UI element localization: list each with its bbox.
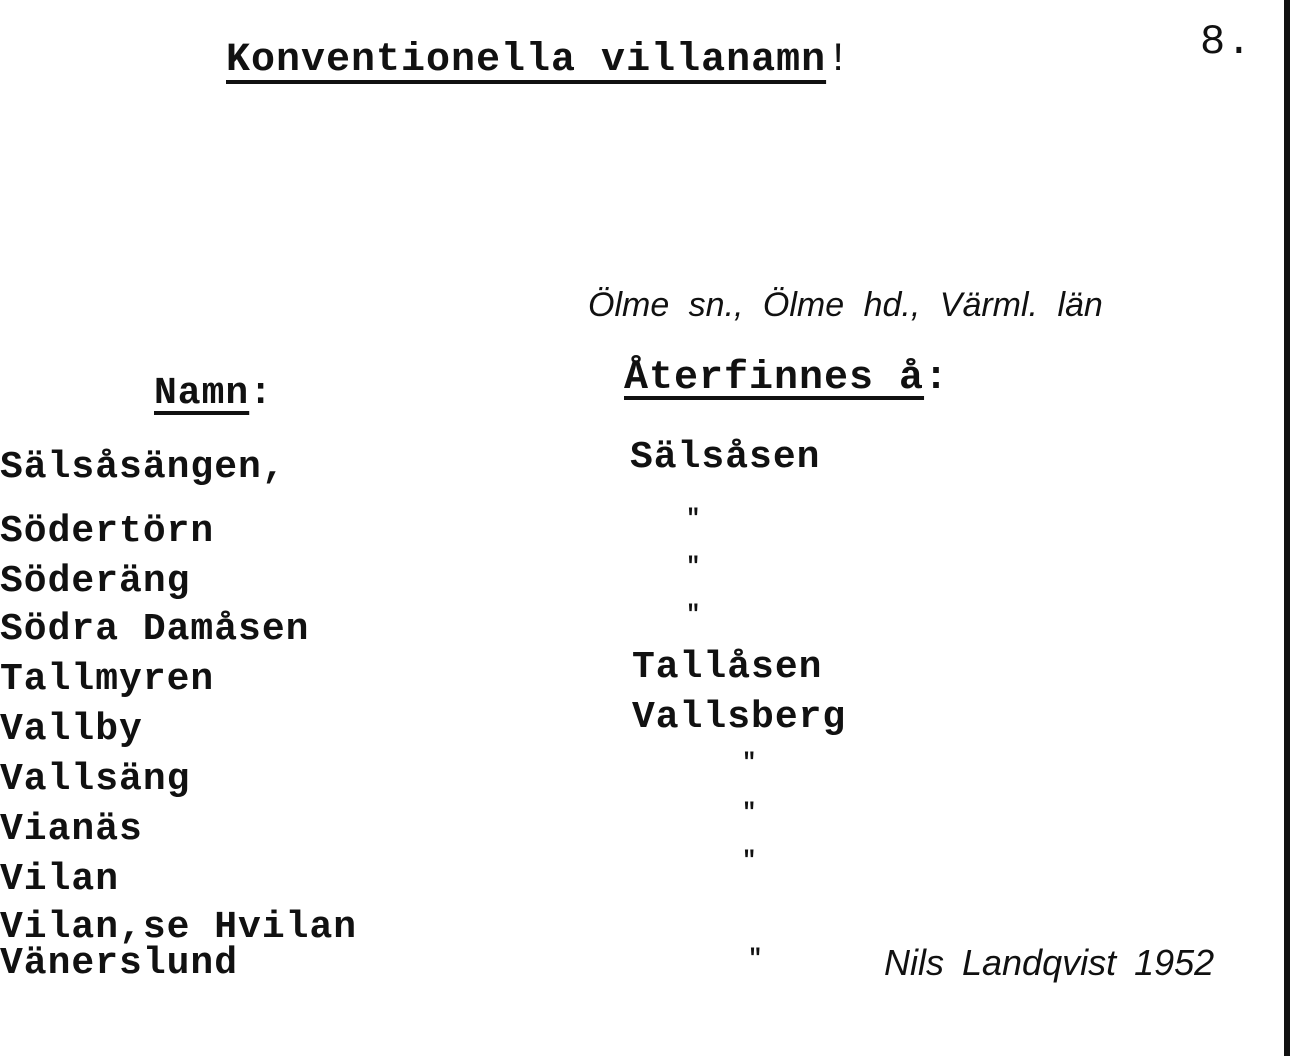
ditto-mark: " [742, 750, 758, 777]
ditto-mark: " [686, 506, 702, 533]
ditto-mark: " [742, 848, 758, 875]
entry-name: Tallmyren [0, 658, 215, 701]
entry-name: Vallby [0, 708, 143, 751]
entry-name: Vilan,se Hvilan [0, 906, 358, 949]
column-header-names: Namn: [154, 372, 274, 415]
entry-name: Södra Damåsen [0, 608, 310, 651]
entry-name: Sälsåsängen, [0, 446, 286, 489]
entry-found-at: Tallåsen [632, 646, 823, 689]
ditto-mark: " [742, 800, 758, 827]
entry-name: Vilan [0, 858, 120, 901]
page-number: 8. [1200, 18, 1253, 66]
entry-name: Vänerslund [0, 942, 239, 985]
entry-name: Vallsäng [0, 758, 191, 801]
ditto-mark: " [748, 946, 764, 973]
entry-found-at: Sälsåsen [630, 436, 821, 479]
entry-name: Vianäs [0, 808, 143, 851]
document-title: Konventionella villanamn! [226, 38, 852, 83]
entry-name: Södertörn [0, 510, 215, 553]
entry-name: Söderäng [0, 560, 191, 603]
ditto-mark: " [686, 554, 702, 581]
column-header-found-at: Återfinnes å: [624, 356, 950, 401]
entry-found-at: Vallsberg [632, 696, 847, 739]
signature: Nils Landqvist 1952 [884, 942, 1215, 983]
place-line: Ölme sn., Ölme hd., Värml. län [588, 286, 1103, 324]
page-edge-border [1284, 0, 1290, 1056]
ditto-mark: " [686, 602, 702, 629]
